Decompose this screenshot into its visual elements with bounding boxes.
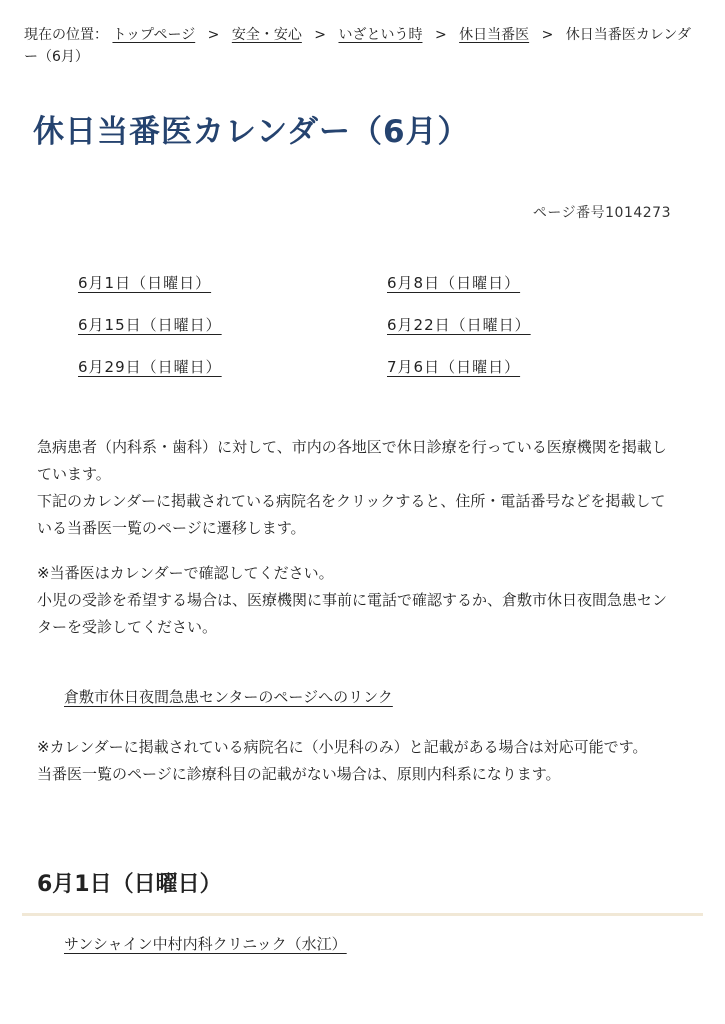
breadcrumb-separator: > — [207, 27, 220, 43]
date-link-jun-8[interactable]: 6月8日（日曜日） — [387, 274, 521, 292]
breadcrumb-separator: > — [314, 27, 327, 43]
note-text — [37, 734, 677, 788]
emergency-center-link[interactable]: 倉敷市休日夜間急患センターのページへのリンク — [64, 688, 393, 706]
breadcrumb-prefix: 現在の位置： — [24, 27, 108, 43]
page-title: 休日当番医カレンダー（6月） — [33, 114, 470, 150]
breadcrumb — [24, 24, 704, 68]
breadcrumb-separator: > — [434, 27, 447, 43]
clinic-link[interactable]: サンシャイン中村内科クリニック（水江） — [64, 935, 347, 953]
date-link-jun-15[interactable]: 6月15日（日曜日） — [78, 316, 222, 334]
intro-text — [37, 434, 677, 542]
breadcrumb-link-safety[interactable]: 安全・安心 — [231, 27, 302, 43]
breadcrumb-link-emergency[interactable]: いざという時 — [338, 27, 423, 43]
date-link-jul-6[interactable]: 7月6日（日曜日） — [387, 358, 521, 376]
date-link-jun-1[interactable]: 6月1日（日曜日） — [78, 274, 212, 292]
date-link-jun-29[interactable]: 6月29日（日曜日） — [78, 358, 222, 376]
note-line-1: ※カレンダーに掲載されている病院名に（小児科のみ）と記載がある場合は対応可能です。 — [37, 738, 648, 756]
breadcrumb-link-top[interactable]: トップページ — [112, 27, 196, 43]
section-heading-jun-1: 6月1日（日曜日） — [37, 872, 222, 897]
page-number: ページ番号1014273 — [532, 205, 671, 221]
section-divider — [22, 913, 703, 916]
notice-line-1: ※当番医はカレンダーで確認してください。 — [37, 564, 334, 582]
intro-line-2: 下記のカレンダーに掲載されている病院名をクリックすると、住所・電話番号などを掲載している当番医一覧のページに遷移します。 — [37, 492, 666, 537]
breadcrumb-separator: > — [541, 27, 554, 43]
notice-text — [37, 560, 677, 641]
breadcrumb-link-holiday-doctor[interactable]: 休日当番医 — [459, 27, 530, 43]
note-line-2: 当番医一覧のページに診療科目の記載がない場合は、原則内科系になります。 — [37, 765, 561, 783]
date-link-jun-22[interactable]: 6月22日（日曜日） — [387, 316, 531, 334]
breadcrumb-current: 休日当番医カレンダー（6月） — [24, 27, 691, 65]
notice-line-2: 小児の受診を希望する場合は、医療機関に事前に電話で確認するか、倉敷市休日夜間急患センターを受診してください。 — [37, 591, 668, 636]
intro-line-1: 急病患者（内科系・歯科）に対して、市内の各地区で休日診療を行っている医療機関を掲載しています。 — [37, 438, 667, 483]
